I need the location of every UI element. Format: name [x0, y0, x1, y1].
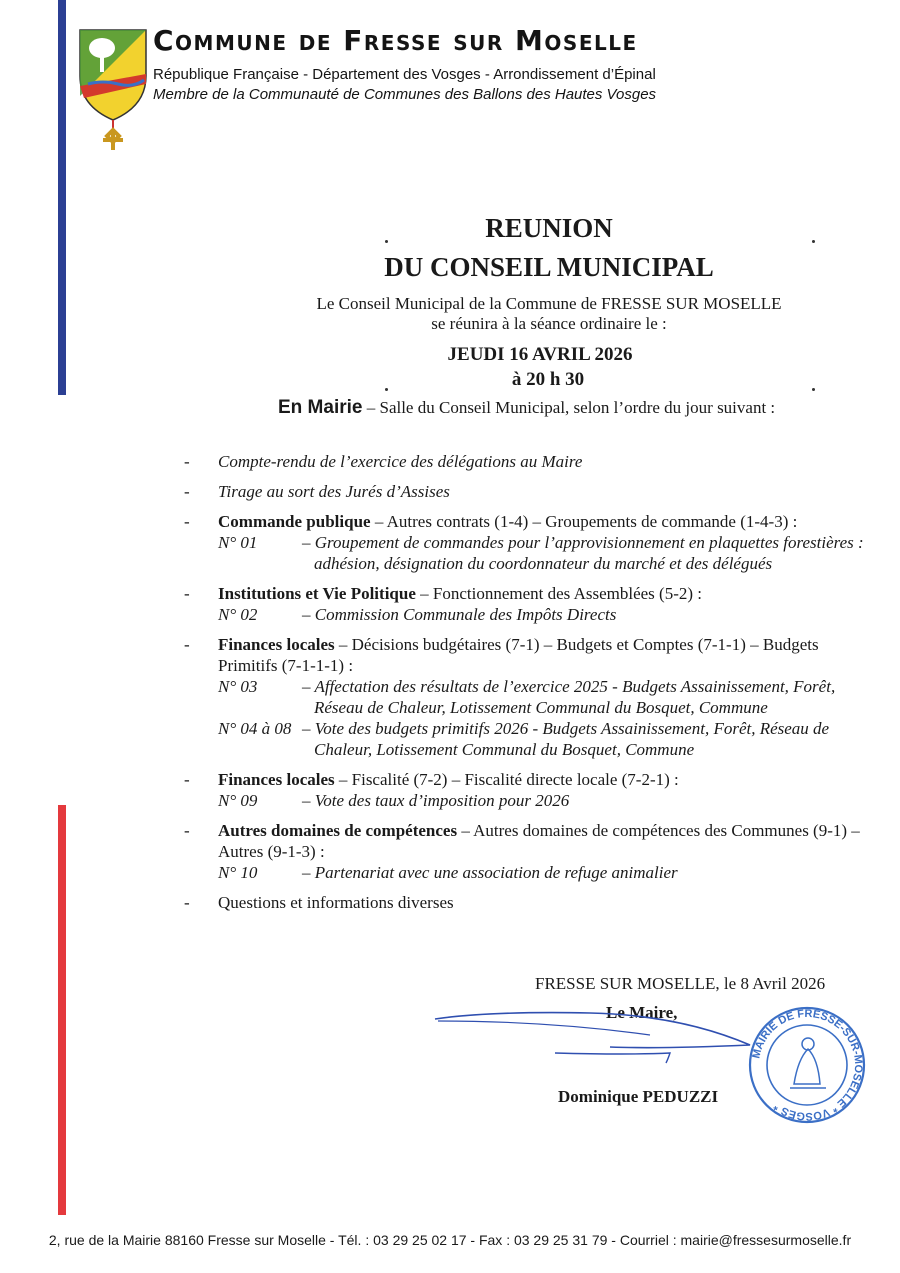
bullet-dash: - — [184, 893, 190, 912]
agenda-item — [184, 820, 874, 883]
agenda-heading: Finances locales — [218, 635, 335, 654]
meeting-place — [278, 397, 775, 419]
deliberation — [218, 532, 874, 574]
deliberation — [218, 718, 874, 760]
agenda-list — [184, 451, 874, 922]
header-community-line: Membre de la Communauté de Communes des Ballons des Hautes Vosges — [153, 86, 657, 103]
bullet-dash: - — [184, 512, 190, 531]
meeting-place-strong: En Mairie — [278, 397, 363, 418]
agenda-heading: Finances locales — [218, 770, 335, 789]
agenda-heading: Commande publique — [218, 512, 371, 531]
deliberation-text: – Commission Communale des Impôts Directs — [302, 605, 617, 624]
signatory-role: Le Maire, — [606, 1003, 678, 1022]
tricolor-band-white — [58, 395, 66, 805]
intro-line-2: se réunira à la séance ordinaire le : — [431, 314, 667, 333]
agenda-heading-rest: – Autres domaines de compétences des Communes (9-1) – Autres (9-1-3) : — [218, 821, 860, 861]
deliberation — [218, 790, 874, 811]
agenda-heading-rest: – Autres contrats (1-4) – Groupements de commande (1-4-3) : — [370, 512, 798, 531]
bullet-dash: - — [184, 584, 190, 603]
agenda-heading: Autres domaines de compétences — [218, 821, 458, 840]
signatory-name: Dominique PEDUZZI — [558, 1087, 719, 1106]
header-republic-line: République Française - Département des Vosges - Arrondissement d’Épinal — [153, 66, 656, 83]
agenda-item — [184, 892, 874, 913]
deliberation-number: N° 04 à 08 — [218, 719, 292, 738]
bullet-dash: - — [184, 452, 190, 471]
intro-line-1: Le Conseil Municipal de la Commune de FRESSE SUR MOSELLE — [316, 294, 782, 313]
scan-dot — [385, 240, 388, 243]
agenda-heading: Institutions et Vie Politique — [218, 584, 416, 603]
agenda-item — [184, 451, 874, 472]
bullet-dash: - — [184, 821, 190, 840]
commune-title: Commune de Fresse sur Moselle — [153, 24, 638, 57]
deliberation-text: – Partenariat avec une association de refuge animalier — [302, 863, 678, 882]
tricolor-band-red — [58, 805, 66, 1215]
mairie-stamp-icon — [746, 1004, 868, 1126]
deliberation-number: N° 09 — [218, 791, 258, 810]
handwritten-signature — [430, 1005, 760, 1075]
deliberation-number: N° 03 — [218, 677, 258, 696]
agenda-heading-rest: – Décisions budgétaires (7-1) – Budgets et Comptes (7-1-1) – Budgets Primitifs (7-1-1-1) : — [218, 635, 819, 675]
deliberation-number: N° 10 — [218, 863, 258, 882]
deliberation-text: – Affectation des résultats de l’exercice 2025 - Budgets Assainissement, Forêt, Réseau de Chaleur, Lotissement Communal du Bosquet, Commune — [302, 677, 836, 717]
agenda-item — [184, 769, 874, 811]
agenda-heading-rest: – Fonctionnement des Assemblées (5-2) : — [415, 584, 702, 603]
agenda-item-text: Tirage au sort des Jurés d’Assises — [218, 482, 450, 501]
bullet-dash: - — [184, 635, 190, 654]
scan-dot — [812, 388, 815, 391]
bullet-dash: - — [184, 770, 190, 789]
bullet-dash: - — [184, 482, 190, 501]
place-and-date: FRESSE SUR MOSELLE, le 8 Avril 2026 — [535, 974, 826, 993]
deliberation-text: – Vote des taux d’imposition pour 2026 — [302, 791, 570, 810]
coat-of-arms-icon — [78, 26, 148, 152]
deliberation-number: N° 02 — [218, 605, 258, 624]
title-conseil-municipal: DU CONSEIL MUNICIPAL — [384, 252, 714, 282]
agenda-item-text: Compte-rendu de l’exercice des délégations au Maire — [218, 452, 583, 471]
scan-dot — [812, 240, 815, 243]
tricolor-band-blue — [58, 0, 66, 395]
meeting-date: JEUDI 16 AVRIL 2026 — [447, 344, 633, 365]
deliberation — [218, 862, 874, 883]
deliberation-text: – Groupement de commandes pour l’approvisionnement en plaquettes forestières : adhésion, désignation du coordonnateur du marché et des délégués — [302, 533, 864, 573]
agenda-item — [184, 511, 874, 574]
deliberation — [218, 604, 874, 625]
agenda-heading-rest: – Fiscalité (7-2) – Fiscalité directe locale (7-2-1) : — [334, 770, 679, 789]
meeting-time: à 20 h 30 — [511, 369, 585, 390]
deliberation — [218, 676, 874, 718]
footer-contact: 2, rue de la Mairie 88160 Fresse sur Moselle - Tél. : 03 29 25 02 17 - Fax : 03 29 25 31 79 - Courriel : mairie@fressesurmoselle.fr — [48, 1232, 852, 1248]
agenda-item-text: Questions et informations diverses — [218, 893, 454, 912]
scan-dot — [385, 388, 388, 391]
agenda-item — [184, 481, 874, 502]
title-reunion: REUNION — [485, 213, 613, 243]
agenda-item — [184, 634, 874, 760]
meeting-place-rest: – Salle du Conseil Municipal, selon l’ordre du jour suivant : — [362, 398, 776, 417]
stamp-text: MAIRIE DE FRESSE-SUR-MOSELLE * VOSGES * — [750, 1007, 865, 1123]
agenda-item — [184, 583, 874, 625]
deliberation-number: N° 01 — [218, 533, 258, 552]
deliberation-text: – Vote des budgets primitifs 2026 - Budgets Assainissement, Forêt, Réseau de Chaleur, Lotissement Communal du Bosquet, Commune — [302, 719, 830, 759]
